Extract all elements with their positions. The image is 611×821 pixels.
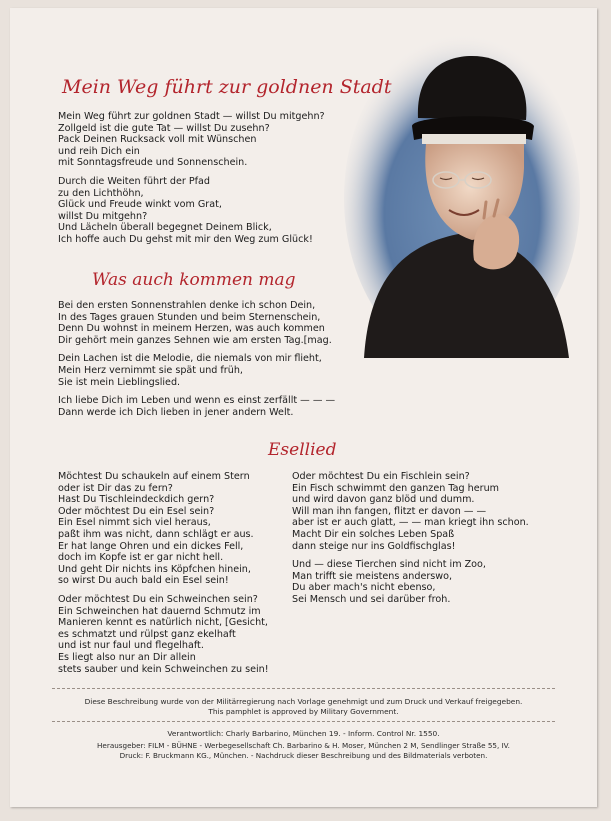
song3-right-column <box>292 471 529 606</box>
verse-line: Denn Du wohnst in meinem Herzen, was auch kommen <box>58 323 325 335</box>
verse-line: Zollgeld ist die gute Tat — willst Du zusehn? <box>58 122 270 134</box>
verse-line: Dein Lachen ist die Melodie, die niemals von mir flieht, <box>58 353 322 365</box>
verse-line: es schmatzt und rülpst ganz ekelhaft <box>58 628 236 640</box>
verse-line: Und Lächeln überall begegnet Deinem Blick, <box>58 222 272 234</box>
verse-line: Pack Deinen Rucksack voll mit Wünschen <box>58 134 257 146</box>
verse-line: und reih Dich ein <box>58 145 140 157</box>
verse-line: und ist nur faul und flegelhaft. <box>58 640 204 652</box>
verse-line: Sei Mensch und sei darüber froh. <box>292 593 451 605</box>
verse-line: Will man ihn fangen, flitzt er davon — — <box>292 505 487 517</box>
verse-line: Sie ist mein Lieblingslied. <box>58 376 181 388</box>
verse-line: und wird davon ganz blöd und dumm. <box>292 494 475 506</box>
song3-title: Esellied <box>268 440 337 460</box>
song2-text <box>58 300 335 418</box>
verse-line: Und — diese Tierchen sind nicht im Zoo, <box>292 559 486 571</box>
verse-line: Glück und Freude winkt vom Grat, <box>58 199 222 211</box>
approval-english: This pamphlet is approved by Military Government. <box>208 707 399 716</box>
approval-german: Diese Beschreibung wurde von der Militärregierung nach Vorlage genehmigt und zum Druck und Verkauf freigegeben. <box>84 697 523 706</box>
verse-line: Ein Esel nimmt sich viel heraus, <box>58 517 211 529</box>
verse-line: Ein Fisch schwimmt den ganzen Tag herum <box>292 482 499 494</box>
verse-line: so wirst Du auch bald ein Esel sein! <box>58 575 229 587</box>
verse-line: Bei den ersten Sonnenstrahlen denke ich schon Dein, <box>58 300 316 311</box>
verse-line: mit Sonntagsfreude und Sonnenschein. <box>58 157 248 169</box>
verse-line: Er hat lange Ohren und ein dickes Fell, <box>58 540 244 552</box>
verse-line: Mein Herz vernimmt sie spät und früh, <box>58 364 243 376</box>
verse-line: zu den Lichthöhn, <box>58 187 144 199</box>
song1-title: Mein Weg führt zur goldnen Stadt <box>62 76 392 98</box>
verse-line: Man trifft sie meistens anderswo, <box>292 570 453 582</box>
verse-line: Manieren kennt es natürlich nicht, [Gesicht, <box>58 617 268 629</box>
verse-line: Oder möchtest Du ein Fischlein sein? <box>292 471 470 482</box>
verse-line: Ein Schweinchen hat dauernd Schmutz im <box>58 605 261 617</box>
pamphlet-page <box>10 8 597 807</box>
verse-line: Möchtest Du schaukeln auf einem Stern <box>58 471 250 482</box>
verse-line: Dann werde ich Dich lieben in jener andern Welt. <box>58 406 294 418</box>
verse-line: oder ist Dir das zu fern? <box>58 482 173 494</box>
verse-line: In des Tages grauen Stunden und beim Sternenschein, <box>58 311 321 323</box>
song1-text <box>58 111 325 246</box>
verse-line: doch im Kopfe ist er gar nicht hell. <box>58 552 224 564</box>
verse-line: Du aber mach's nicht ebenso, <box>292 582 436 594</box>
verse-line: Es liegt also nur an Dir allein <box>58 651 196 663</box>
verse-line: Ich liebe Dich im Leben und wenn es einst zerfällt — — — <box>58 395 336 407</box>
verse-line: Oder möchtest Du ein Esel sein? <box>58 505 215 517</box>
song2-title: Was auch kommen mag <box>92 270 296 290</box>
verse-line: aber ist er auch glatt, — — man kriegt ihn schon. <box>292 517 529 529</box>
verse-line: Durch die Weiten führt der Pfad <box>58 175 211 187</box>
verse-line: Hast Du Tischleindeckdich gern? <box>58 494 215 506</box>
verse-line: Oder möchtest Du ein Schweinchen sein? <box>58 593 258 605</box>
verse-line: dann steige nur ins Goldfischglas! <box>292 540 456 552</box>
song3-left-column <box>58 471 269 675</box>
divider <box>52 721 555 722</box>
verse-line: Ich hoffe auch Du gehst mit mir den Weg zum Glück! <box>58 233 313 245</box>
verse-line: Dir gehört mein ganzes Sehnen wie am ersten Tag.[mag. <box>58 334 332 346</box>
printer-line: Druck: F. Bruckmann KG., München. - Nachdruck dieser Beschreibung und des Bildmaterials verboten. <box>119 751 488 760</box>
verse-line: Und geht Dir nichts ins Köpfchen hinein, <box>58 563 251 575</box>
verse-line: Mein Weg führt zur goldnen Stadt — willst Du mitgehn? <box>58 111 325 122</box>
verse-line: paßt ihm was nicht, dann schlägt er aus. <box>58 528 254 540</box>
publisher-line: Herausgeber: FILM - BÜHNE - Werbegesellschaft Ch. Barbarino & H. Moser, München 2 M, Sendlinger Straße 55, IV. <box>97 741 510 750</box>
divider <box>52 688 555 689</box>
verse-line: stets sauber und kein Schweinchen zu sein! <box>58 663 269 675</box>
verse-line: willst Du mitgehn? <box>58 210 148 222</box>
verse-line: Macht Dir ein solches Leben Spaß <box>292 528 455 540</box>
responsible-line: Verantwortlich: Charly Barbarino, München 19. - Inform. Control Nr. 1550. <box>167 729 440 738</box>
